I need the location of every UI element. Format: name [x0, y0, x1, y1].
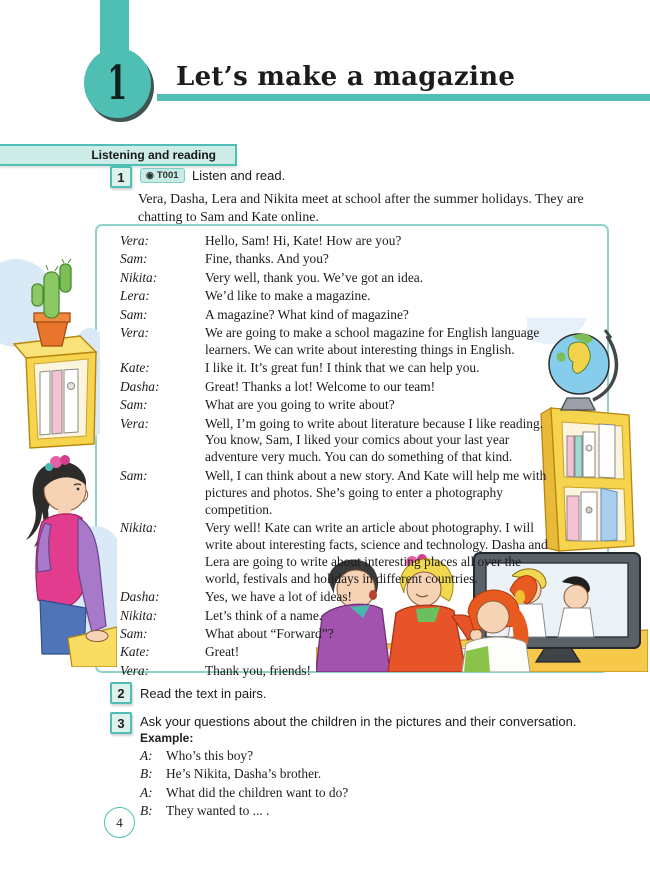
dialogue-line [120, 251, 565, 268]
exercise2-number: 2 [110, 682, 132, 704]
illustration-girl [2, 452, 117, 667]
dialogue-text: Great! [205, 644, 240, 660]
dialogue-speaker: Dasha: [120, 589, 160, 605]
dialogue-speaker: Kate: [120, 644, 150, 660]
dialogue-speaker: Nikita: [120, 520, 158, 535]
audio-track-label: T001 [156, 170, 179, 181]
dialogue-line [120, 233, 565, 250]
dialogue-text: What are you going to write about? [205, 397, 395, 413]
dialogue-text: I like it. It’s great fun! I think that we can help you. [205, 360, 480, 376]
dialogue-line [120, 360, 565, 377]
audio-track-badge [140, 168, 185, 183]
page-title: Let’s make a magazine [176, 62, 516, 92]
dialogue-line [120, 307, 565, 324]
dialogue-line [120, 288, 565, 305]
dialogue-speaker: Sam: [120, 625, 148, 641]
dialogue-text: Hello, Sam! Hi, Kate! How are you? [205, 233, 402, 248]
dialogue-text: Well, I’m going to write about literature because I like reading. You know, Sam, I liked your comics about your last year adventure very much. You can do something of that kind. [205, 415, 544, 465]
page-number: 4 [116, 814, 123, 830]
unit-number: 1 [107, 55, 128, 111]
example-list [140, 747, 560, 820]
dialogue-line [120, 520, 565, 588]
title-underline [157, 94, 650, 101]
dialogue-speaker: Sam: [120, 251, 148, 267]
exercise1-intro-text: Vera, Dasha, Lera and Nikita meet at school after the summer holidays. They are chatting to Sam and Kate online. [138, 191, 584, 224]
dialogue-text: Thank you, friends! [205, 662, 311, 678]
example-speaker: B: [140, 802, 153, 818]
exercise2-instruction: Read the text in pairs. [140, 686, 267, 701]
dialogue-text: Very well, thank you. We’ve got an idea. [205, 269, 424, 285]
dialogue-list [120, 233, 565, 681]
example-text: He’s Nikita, Dasha’s brother. [166, 766, 322, 782]
dialogue-line [120, 270, 565, 287]
dialogue-line [120, 608, 565, 625]
example-text: They wanted to ... . [166, 802, 270, 818]
dialogue-speaker: Vera: [120, 325, 150, 341]
dialogue-speaker: Sam: [120, 397, 148, 413]
dialogue-speaker: Nikita: [120, 269, 158, 285]
dialogue-text: Well, I can think about a new story. And Kate will help me with pictures and photos. She’s going to enter a photography competition. [205, 467, 547, 517]
dialogue-text: We’d like to make a magazine. [205, 288, 371, 304]
dialogue-text: Yes, we have a lot of ideas! [205, 589, 353, 605]
example-line [140, 747, 560, 764]
dialogue-text: A magazine? What kind of magazine? [205, 306, 409, 322]
dialogue-line [120, 589, 565, 606]
section-label: Listening and reading [0, 144, 237, 166]
example-label: Example: [140, 731, 194, 745]
dialogue-speaker: Lera: [120, 288, 150, 304]
dialogue-speaker: Vera: [120, 233, 150, 248]
dialogue-speaker: Sam: [120, 306, 148, 322]
dialogue-text: What about “Forward”? [205, 625, 334, 641]
dialogue-line [120, 644, 565, 661]
dialogue-speaker: Kate: [120, 360, 150, 376]
dialogue-speaker: Nikita: [120, 607, 158, 623]
dialogue-text: Very well! Kate can write an article about photography. I will write about interesting facts, science and technology. Dasha and Lera are going to write about interesting places all over the world, festivals and holidays in different countries. [205, 520, 548, 586]
audio-icon: ◉ [146, 170, 154, 180]
dialogue-speaker: Sam: [120, 467, 148, 483]
illustration-cactus-shelf [0, 258, 100, 458]
dialogue-text: Great! Thanks a lot! Welcome to our team! [205, 378, 436, 394]
example-speaker: A: [140, 748, 153, 763]
example-speaker: B: [140, 766, 153, 782]
dialogue-speaker: Dasha: [120, 378, 160, 394]
dialogue-text: We are going to make a school magazine for English language learners. We can write about interesting things in English. [205, 325, 540, 357]
example-line [140, 765, 560, 782]
example-line [140, 802, 560, 819]
dialogue-speaker: Vera: [120, 662, 150, 678]
exercise3-number: 3 [110, 712, 132, 734]
dialogue-line [120, 397, 565, 414]
dialogue-line [120, 325, 565, 359]
dialogue-line [120, 663, 565, 680]
dialogue-text: Let’s think of a name. [205, 607, 323, 623]
dialogue-text: Fine, thanks. And you? [205, 251, 329, 267]
exercise1-instruction: Listen and read. [192, 168, 286, 183]
dialogue-speaker: Vera: [120, 415, 150, 431]
dialogue-line [120, 416, 565, 467]
dialogue-line [120, 379, 565, 396]
exercise3-instruction: Ask your questions about the children in the pictures and their conversation. [140, 714, 577, 729]
example-line [140, 784, 560, 801]
exercise1-number: 1 [110, 166, 132, 188]
unit-number-badge [84, 48, 151, 118]
dialogue-line [120, 626, 565, 643]
example-text: Who’s this boy? [166, 748, 254, 763]
example-text: What did the children want to do? [166, 784, 349, 800]
page-number-badge [104, 807, 135, 838]
example-speaker: A: [140, 784, 153, 800]
dialogue-line [120, 468, 565, 519]
